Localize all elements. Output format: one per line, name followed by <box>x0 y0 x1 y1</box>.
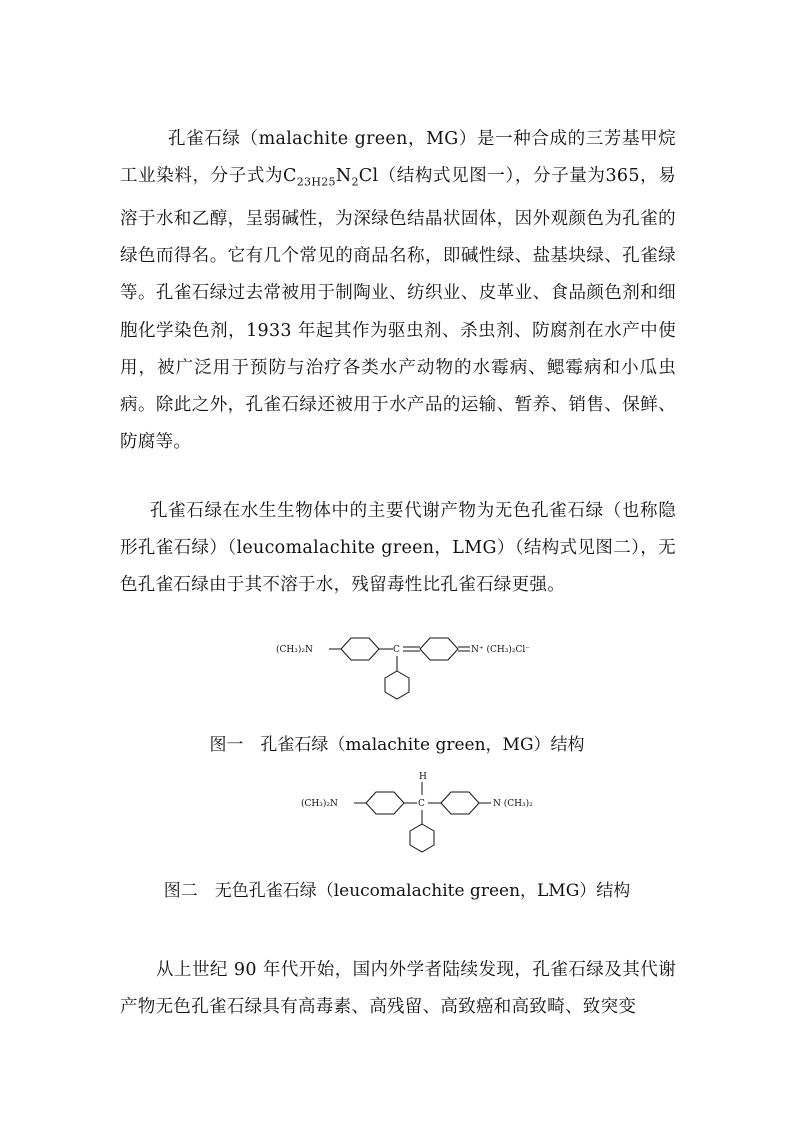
lmg-ring-right <box>441 792 479 814</box>
lmg-ring-bottom <box>410 824 434 852</box>
paragraph-metabolite: 孔雀石绿在水生生物体中的主要代谢产物为无色孔雀石绿（也称隐形孔雀石绿）（leucomalachite green，LMG）（结构式见图二），无色孔雀石绿由于其不溶于水，残留毒性比孔雀石绿更强。 <box>120 501 676 596</box>
lmg-right-group: N (CH₃)₂ <box>493 799 533 809</box>
mg-left-group: (CH₃)₂N <box>276 645 313 655</box>
mg-right-group: N⁺ (CH₃)₂Cl⁻ <box>471 645 530 655</box>
paragraph-malachite-green-intro: 孔雀石绿（malachite green，MG）是一种合成的三芳基甲烷工业染料，分子式为$C_{23H25}N_2Cl$（结构式见图一），分子量为365，易溶于水和乙醇，呈弱碱性，为深绿色结晶状固体，因外观颜色为孔雀的绿色而得名。它有几个常见的商品名称，即碱性绿、盐基块绿、孔雀绿等。孔雀石绿过去常被用于制陶业、纺织业、皮革业、食品颜色剂和细胞化学染色剂，1933 年起其作为驱虫剂、杀虫剂、防腐剂在水产中使用，被广泛用于预防与治疗各类水产动物的水霉病、鳃霉病和小瓜虫病。除此之外，孔雀石绿还被用于水产品的运输、暂养、销售、保鲜、防腐等。 <box>120 129 676 453</box>
lmg-ring-left <box>366 792 404 814</box>
paragraph-toxicity: 从上世纪 90 年代开始，国内外学者陆续发现，孔雀石绿及其代谢产物无色孔雀石绿具有高毒素、高残留、高致癌和高致畸、致突变 <box>120 960 676 1018</box>
formula-subscript: 23H25 <box>296 175 336 189</box>
formula-subscript: 2 <box>351 175 359 189</box>
lmg-left-group: (CH₃)₂N <box>301 799 338 809</box>
lmg-hydrogen: H <box>419 772 427 782</box>
lmg-center-carbon: C <box>418 799 425 809</box>
figure-1-caption: 图一 孔雀石绿（malachite green，MG）结构 <box>209 735 585 755</box>
figure-2-caption: 图二 无色孔雀石绿（leucomalachite green，LMG）结构 <box>163 881 631 901</box>
mg-center-carbon: C <box>393 645 400 655</box>
